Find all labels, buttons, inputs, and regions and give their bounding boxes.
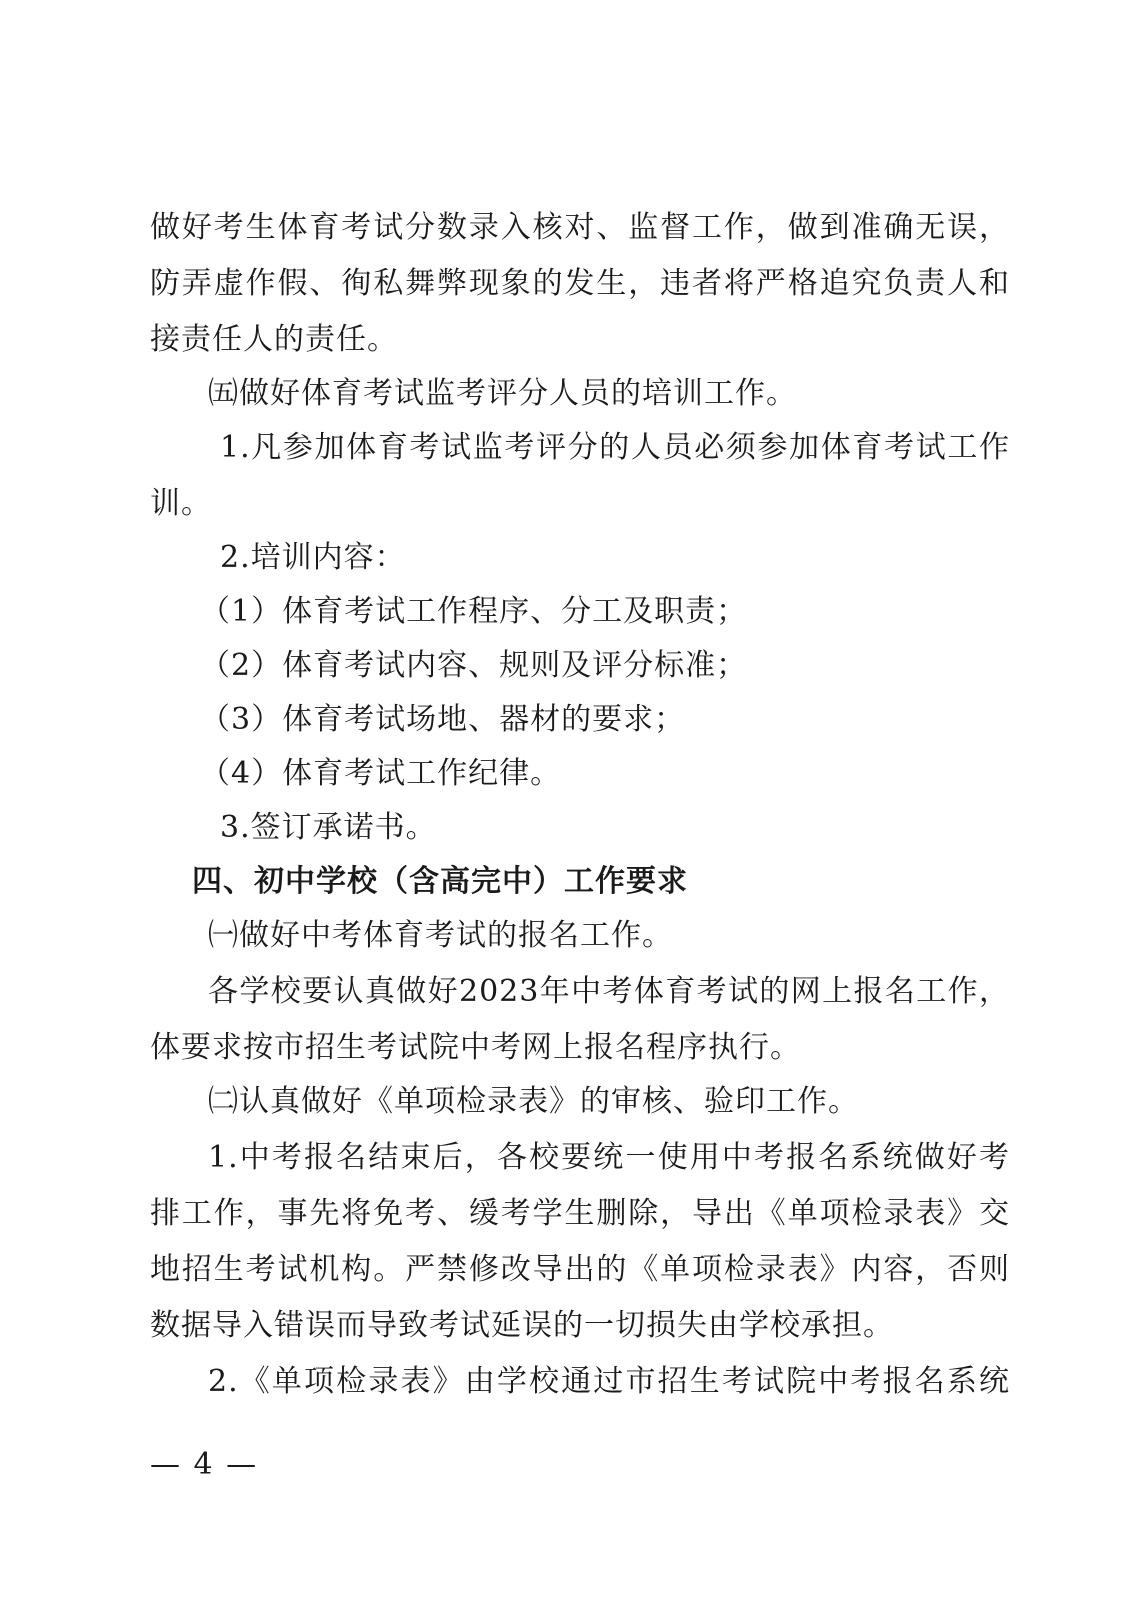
list-item: （3）体育考试场地、器材的要求； bbox=[200, 702, 686, 737]
list-item: （1）体育考试工作程序、分工及职责； bbox=[200, 594, 748, 629]
section-subheading: ㈠做好中考体育考试的报名工作。 bbox=[208, 918, 673, 953]
paragraph-line: 排工作，事先将免考、缓考学生删除，导出《单项检录表》交 bbox=[150, 1196, 1010, 1231]
list-heading: 2.培训内容： bbox=[220, 540, 406, 575]
paragraph-line: 防弄虚作假、徇私舞弊现象的发生，违者将严格追究负责人和 bbox=[150, 266, 1010, 301]
paragraph-line: 1.中考报名结束后，各校要统一使用中考报名系统做好考 bbox=[208, 1140, 1010, 1175]
paragraph-line: 体要求按市招生考试院中考网上报名程序执行。 bbox=[150, 1030, 801, 1065]
paragraph-line: 2.《单项检录表》由学校通过市招生考试院中考报名系统 bbox=[208, 1364, 1010, 1399]
paragraph-line: 各学校要认真做好2023年中考体育考试的网上报名工作， bbox=[208, 974, 1010, 1009]
section-subheading: ㈤做好体育考试监考评分人员的培训工作。 bbox=[208, 376, 797, 411]
paragraph-line: 地招生考试机构。严禁修改导出的《单项检录表》内容，否则 bbox=[150, 1252, 1010, 1287]
paragraph-line: 做好考生体育考试分数录入核对、监督工作，做到准确无误， bbox=[150, 210, 1010, 245]
section-heading: 四、初中学校（含高完中）工作要求 bbox=[192, 864, 688, 899]
paragraph-line: 训。 bbox=[150, 486, 212, 521]
paragraph-line: 1.凡参加体育考试监考评分的人员必须参加体育考试工作 bbox=[220, 430, 1010, 465]
list-item: （4）体育考试工作纪律。 bbox=[200, 756, 562, 791]
section-subheading: ㈡认真做好《单项检录表》的审核、验印工作。 bbox=[208, 1084, 859, 1119]
page-number: — 4 — bbox=[150, 1447, 259, 1482]
list-item: （2）体育考试内容、规则及评分标准； bbox=[200, 648, 748, 683]
paragraph-line: 数据导入错误而导致考试延误的一切损失由学校承担。 bbox=[150, 1308, 894, 1343]
paragraph-line: 3.签订承诺书。 bbox=[220, 810, 437, 845]
paragraph-line: 接责任人的责任。 bbox=[150, 322, 398, 357]
